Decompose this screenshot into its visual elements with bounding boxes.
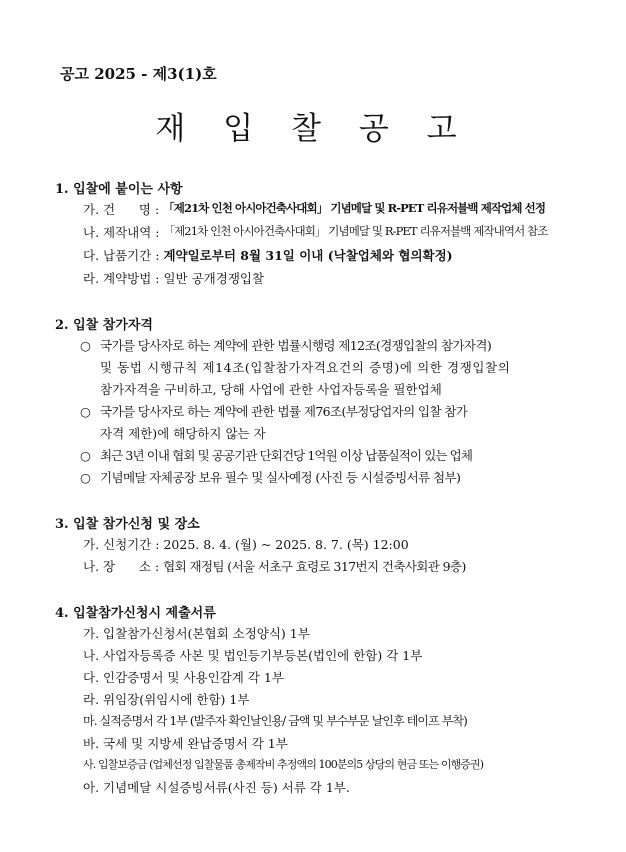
item-value: 계약일로부터 8월 31일 이내 (낙찰업체와 협의확정) (163, 248, 453, 263)
document-list-item: 바. 국세 및 지방세 완납증명서 각 1부 (83, 736, 288, 751)
document-list-item: 다. 인감증명서 및 사용인감계 각 1부 (83, 670, 284, 685)
section-1-item-project (83, 200, 545, 218)
bullet-mark: ○ (80, 470, 91, 485)
bullet-mark: ○ (80, 448, 91, 463)
item-value: 일반 공개경쟁입찰 (163, 271, 265, 286)
item-value: 「제21차 인천 아시아건축사대회」 기념메달 및 R-PET 리유저블백 제작내역서 참조 (163, 224, 548, 238)
document-list-item: 라. 위임장(위임시에 한함) 1부 (83, 692, 250, 707)
item-value: 2025. 8. 4. (월) ~ 2025. 8. 7. (목) 12:00 (163, 537, 409, 552)
page-title: 재 입 찰 공 고 (155, 111, 471, 147)
section-1-item-delivery (83, 246, 453, 264)
bullet-item (80, 468, 460, 486)
bullet-item (80, 402, 467, 420)
bullet-text: 최근 3년 이내 협회 및 공공기관 단회건당 1억원 이상 납품실적이 있는 업체 (100, 448, 472, 463)
document-list-item: 나. 사업자등록증 사본 및 법인등기부등본(법인에 한함) 각 1부 (83, 648, 423, 663)
document-list-item: 사. 입찰보증금 (업체선정 입찰물품 총제작비 추정액의 100분의5 상당의 현금 또는 이행증권) (83, 758, 484, 771)
bullet-text: 국가를 당사자로 하는 계약에 관한 법률 제76조(부정당업자의 입찰 참가 (100, 404, 468, 419)
section-4-heading: 4. 입찰참가신청시 제출서류 (55, 606, 216, 621)
item-label: 나. 장 소 : (83, 559, 164, 574)
bullet-item (80, 336, 491, 354)
notice-number: 공고 2025 - 제3(1)호 (60, 65, 217, 83)
section-1-item-production (83, 223, 547, 241)
bullet-item (80, 446, 472, 464)
document-list-item: 마. 실적증명서 각 1부 (발주자 확인날인용/ 금액 및 부수부문 날인후 테이프 부착) (83, 714, 467, 728)
section-3-heading: 3. 입찰 참가신청 및 장소 (55, 517, 200, 532)
section-3-item-period (83, 535, 409, 553)
section-3-item-place (83, 557, 466, 575)
bullet-text: 기념메달 자체공장 보유 필수 및 실사예정 (사진 등 시설증빙서류 첨부) (100, 470, 461, 485)
item-label: 다. 납품기간 : (83, 248, 164, 263)
document-list-item: 아. 기념메달 시설증빙서류(사진 등) 서류 각 1부. (83, 780, 350, 795)
item-value: 「제21차 인천 아시아건축사대회」 기념메달 및 R-PET 리유저블백 제작업체 선정 (163, 201, 546, 215)
bullet-text: 국가를 당사자로 하는 계약에 관한 법률시행령 제12조(경쟁입찰의 참가자격) (100, 338, 492, 353)
item-label: 가. 신청기간 : (83, 537, 164, 552)
item-label: 가. 건 명 : (83, 202, 164, 217)
bullet-mark: ○ (80, 404, 91, 419)
item-label: 라. 계약방법 : (83, 271, 164, 286)
bullet-mark: ○ (80, 338, 91, 353)
section-2-heading: 2. 입찰 참가자격 (55, 318, 153, 333)
item-label: 나. 제작내역 : (83, 225, 164, 240)
bullet-continuation: 및 동법 시행규칙 제14조(입찰참가자격요건의 증명)에 의한 경쟁입찰의 (100, 360, 511, 375)
bullet-continuation: 자격 제한)에 해당하지 않는 자 (100, 426, 266, 441)
item-value: 협회 재정팀 (서울 서초구 효령로 317번지 건축사회관 9층) (163, 559, 466, 574)
document-list-item: 가. 입찰참가신청서(본협회 소정양식) 1부 (83, 626, 310, 641)
bullet-continuation: 참가자격을 구비하고, 당해 사업에 관한 사업자등록을 필한업체 (100, 382, 442, 397)
section-1-heading: 1. 입찰에 붙이는 사항 (55, 182, 183, 197)
section-1-item-contract (83, 269, 264, 287)
